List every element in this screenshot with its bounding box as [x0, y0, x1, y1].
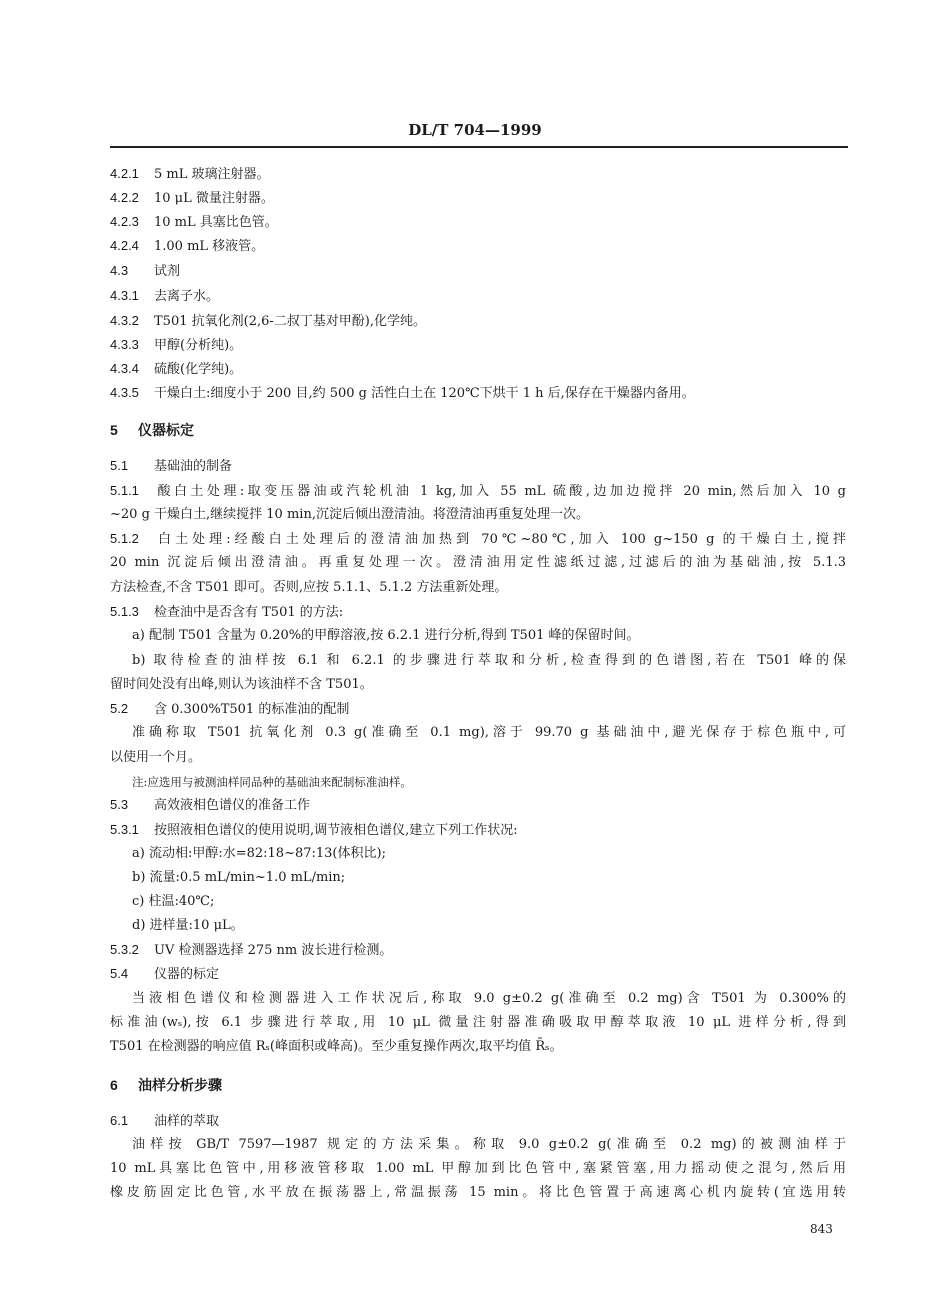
- clause-5-1: [110, 457, 846, 476]
- clause-number: 5.4: [110, 966, 129, 981]
- clause-text: 仪器的标定: [154, 967, 220, 982]
- clause-4-3-1: [110, 287, 846, 306]
- clause-text: 干燥白土:细度小于 200 目,约 500 g 活性白土在 120℃下烘干 1 h 后,保存在干燥器内备用。: [154, 386, 695, 401]
- clause-4-2-1: [110, 165, 846, 184]
- clause-number: 5.1.2: [110, 531, 139, 546]
- clause-number: 5.2: [110, 701, 129, 716]
- clause-number: 4.3.5: [110, 385, 139, 400]
- clause-5-3-2: [110, 941, 846, 960]
- paragraph-line: 方法检查,不含 T501 即可。否则,应按 5.1.1、5.1.2 方法重新处理。: [110, 580, 508, 595]
- page-number: 843: [810, 1222, 833, 1236]
- clause-number: 5.3.2: [110, 942, 139, 957]
- clause-number: 5.3.1: [110, 822, 139, 837]
- paragraph-line: 油样按 GB/T 7597—1987 规定的方法采集。称取 9.0 g±0.2 g(准确至 0.2 mg)的被测油样于: [132, 1137, 846, 1152]
- clause-text: 按照液相色谱仪的使用说明,调节液相色谱仪,建立下列工作状况:: [154, 823, 518, 838]
- clause-4-3-2: [110, 312, 846, 331]
- clause-6-1: [110, 1112, 846, 1131]
- paragraph-line: T501 在检测器的响应值 Rₛ(峰面积或峰高)。至少重复操作两次,取平均值 R̄ₛ。: [110, 1039, 563, 1054]
- clause-text: 5 mL 玻璃注射器。: [154, 167, 270, 182]
- clause-number: 5.1.1: [110, 483, 139, 498]
- paragraph-line: 20 min 沉淀后倾出澄清油。再重复处理一次。澄清油用定性滤纸过滤,过滤后的油为基础油,按 5.1.3: [110, 555, 846, 570]
- clause-4-3-4: [110, 360, 846, 379]
- clause-text: 酸白土处理:取变压器油或汽轮机油 1 kg,加入 55 mL 硫酸,边加边搅拌 20 min,然后加入 10 g: [154, 484, 846, 499]
- clause-number: 4.3: [110, 263, 129, 278]
- clause-4-2-3: [110, 213, 846, 232]
- section-number: 5: [110, 422, 118, 438]
- clause-text: 试剂: [154, 264, 181, 279]
- paragraph-line: 当液相色谱仪和检测器进入工作状况后,称取 9.0 g±0.2 g(准确至 0.2 mg)含 T501 为 0.300%的: [132, 991, 846, 1006]
- clause-number: 4.3.2: [110, 313, 139, 328]
- clause-5-1-2: [110, 530, 846, 549]
- section-5-heading: [110, 421, 846, 440]
- list-item-b: b) 取待检查的油样按 6.1 和 6.2.1 的步骤进行萃取和分析,检查得到的色谱图,若在 T501 峰的保: [132, 653, 846, 668]
- clause-number: 4.3.3: [110, 337, 139, 352]
- clause-text: 硫酸(化学纯)。: [154, 362, 243, 377]
- clause-4-3-3: [110, 336, 846, 355]
- section-title: 油样分析步骤: [138, 1078, 222, 1094]
- paragraph-line: 橡皮筋固定比色管,水平放在振荡器上,常温振荡 15 min。将比色管置于高速离心机内旋转(宜选用转: [110, 1185, 846, 1200]
- paragraph-line: 准确称取 T501 抗氧化剂 0.3 g(准确至 0.1 mg),溶于 99.70 g 基础油中,避光保存于棕色瓶中,可: [132, 725, 846, 740]
- clause-4-3: [110, 262, 846, 281]
- clause-text: 白土处理:经酸白土处理后的澄清油加热到 70℃~80℃,加入 100 g~150 g 的干燥白土,搅拌: [154, 532, 846, 547]
- clause-text: 去离子水。: [154, 289, 220, 304]
- header-rule: [110, 146, 848, 148]
- clause-5-1-1: [110, 482, 846, 501]
- clause-number: 5.3: [110, 797, 129, 812]
- section-title: 仪器标定: [138, 423, 194, 439]
- document-code-header: DL/T 704—1999: [408, 121, 542, 139]
- clause-4-3-5: [110, 384, 846, 403]
- paragraph-line: 标准油(wₛ),按 6.1 步骤进行萃取,用 10 μL 微量注射器准确吸取甲醇萃取液 10 μL 进样分析,得到: [110, 1015, 846, 1030]
- clause-text: 油样的萃取: [154, 1114, 220, 1129]
- clause-5-1-3: [110, 603, 846, 622]
- clause-text: 1.00 mL 移液管。: [154, 239, 265, 254]
- paragraph-line: 10 mL具塞比色管中,用移液管移取 1.00 mL 甲醇加到比色管中,塞紧管塞,用力摇动使之混匀,然后用: [110, 1161, 846, 1176]
- section-number: 6: [110, 1077, 118, 1093]
- clause-text: 检查油中是否含有 T501 的方法:: [154, 605, 344, 620]
- list-item-a: a) 配制 T501 含量为 0.20%的甲醇溶液,按 6.2.1 进行分析,得到 T501 峰的保留时间。: [132, 628, 640, 643]
- clause-number: 4.2.1: [110, 166, 139, 181]
- clause-number: 4.3.4: [110, 361, 139, 376]
- clause-text: 高效液相色谱仪的准备工作: [154, 798, 311, 813]
- clause-5-3: [110, 796, 846, 815]
- clause-number: 4.2.4: [110, 238, 139, 253]
- clause-text: 含 0.300%T501 的标准油的配制: [154, 702, 350, 717]
- clause-number: 6.1: [110, 1113, 129, 1128]
- clause-number: 4.3.1: [110, 288, 139, 303]
- clause-text: 10 mL 具塞比色管。: [154, 215, 278, 230]
- section-6-heading: [110, 1076, 846, 1095]
- list-item-b: b) 流量:0.5 mL/min~1.0 mL/min;: [132, 870, 346, 885]
- clause-text: 10 μL 微量注射器。: [154, 191, 274, 206]
- note: 注:应选用与被测油样同品种的基础油来配制标准油样。: [132, 775, 412, 789]
- paragraph-line: 以使用一个月。: [110, 750, 202, 765]
- list-item-c: c) 柱温:40℃;: [132, 894, 215, 909]
- clause-5-4: [110, 965, 846, 984]
- clause-text: T501 抗氧化剂(2,6-二叔丁基对甲酚),化学纯。: [154, 314, 426, 329]
- clause-number: 5.1.3: [110, 604, 139, 619]
- clause-text: UV 检测器选择 275 nm 波长进行检测。: [154, 943, 393, 958]
- clause-number: 4.2.3: [110, 214, 139, 229]
- paragraph-line: ~20 g 干燥白土,继续搅拌 10 min,沉淀后倾出澄清油。将澄清油再重复处理一次。: [110, 507, 589, 522]
- clause-text: 甲醇(分析纯)。: [154, 338, 243, 353]
- clause-4-2-4: [110, 237, 846, 256]
- clause-number: 4.2.2: [110, 190, 139, 205]
- clause-text: 基础油的制备: [154, 459, 233, 474]
- list-item-d: d) 进样量:10 μL。: [132, 918, 244, 933]
- list-item-a: a) 流动相:甲醇:水=82:18~87:13(体积比);: [132, 846, 386, 861]
- clause-5-3-1: [110, 821, 846, 840]
- clause-5-2: [110, 700, 846, 719]
- clause-number: 5.1: [110, 458, 129, 473]
- clause-4-2-2: [110, 189, 846, 208]
- paragraph-line: 留时间处没有出峰,则认为该油样不含 T501。: [110, 677, 373, 692]
